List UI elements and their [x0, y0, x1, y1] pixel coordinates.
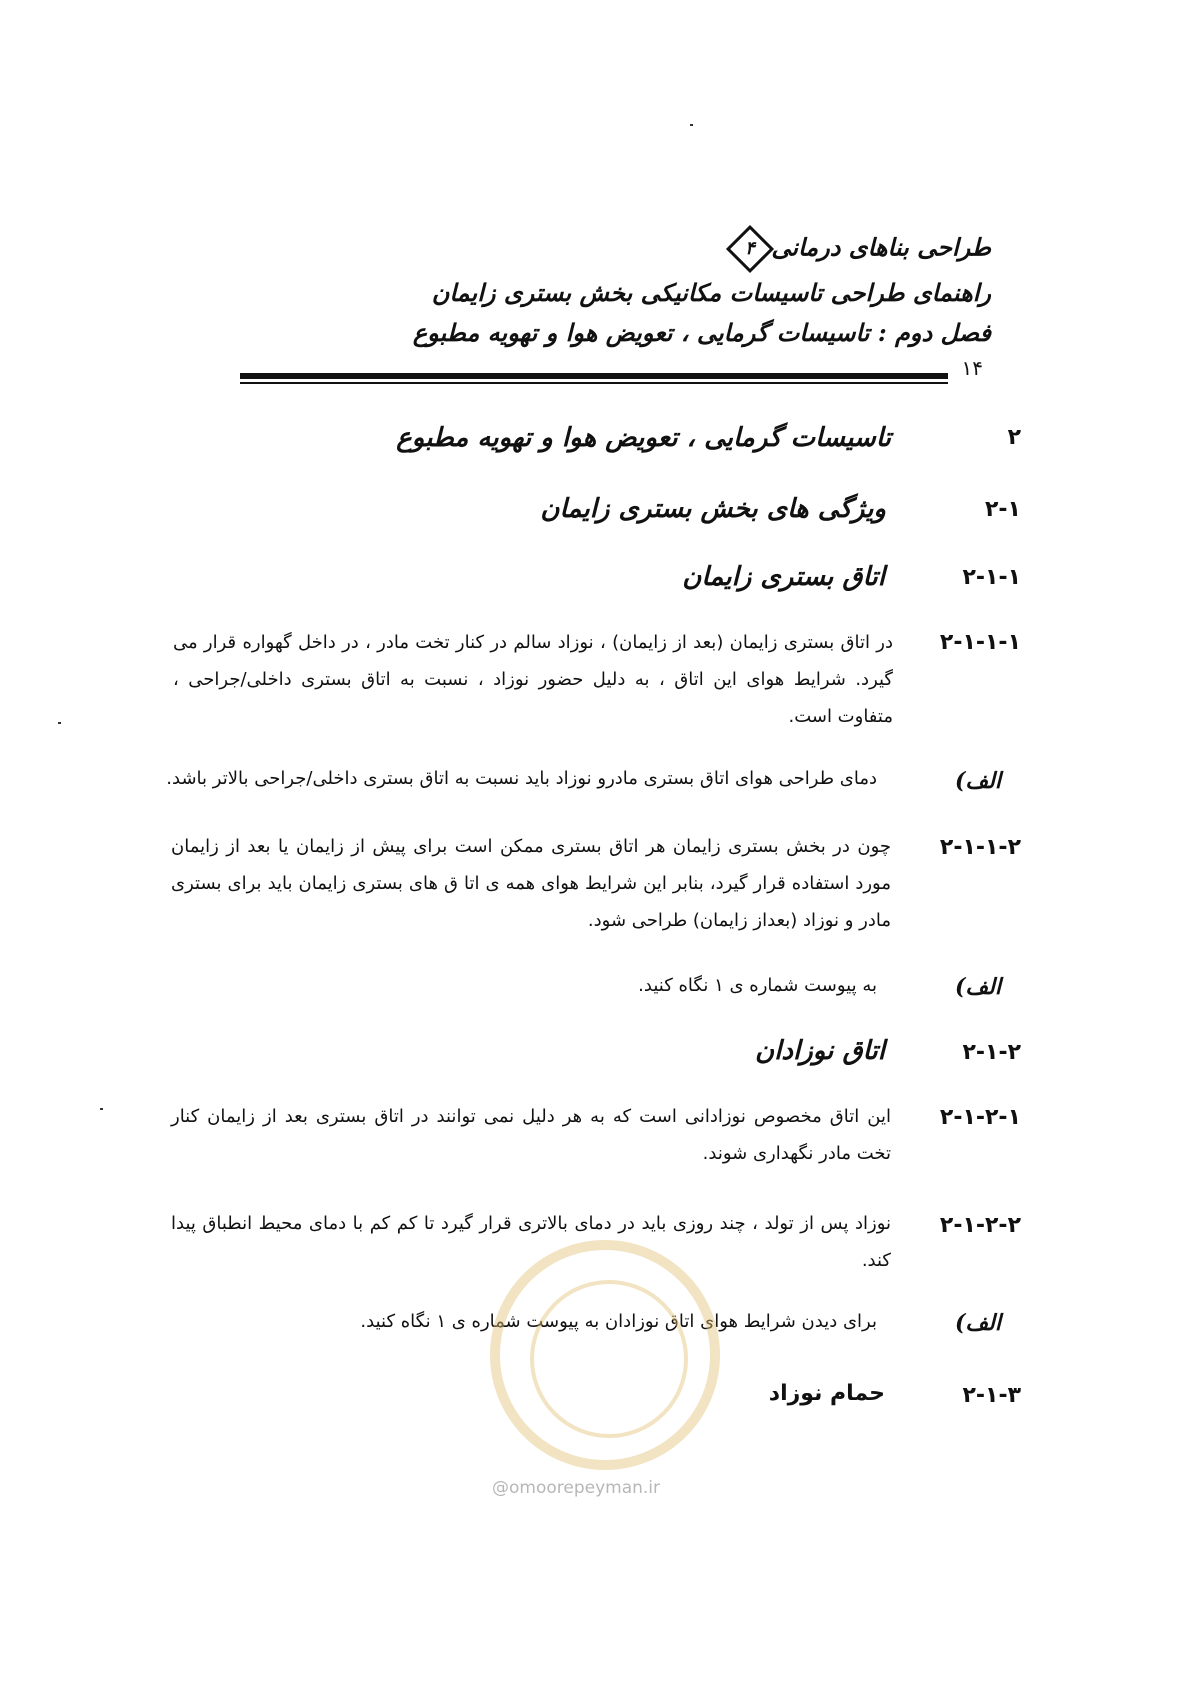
paragraph: این اتاق مخصوص نوزادانی است که به هر دلیل نمی توانند در اتاق بستری بعد از زایمان کنار تخت مادر نگهداری شوند. [171, 1106, 891, 1164]
series-badge-number: ۴ [745, 238, 756, 259]
section-number: ۲-۱-۲ [962, 1040, 1021, 1065]
section-heading: ویژگی های بخش بستری زایمان [540, 494, 886, 524]
section-number: ۲ [1007, 425, 1021, 450]
header-book-title [729, 232, 991, 266]
section-number: ۲-۱ [985, 497, 1021, 522]
section-number: ۲-۱-۱ [962, 565, 1021, 590]
page-number: ۱۴ [961, 356, 983, 380]
section-number: ۲-۱-۱-۱ [939, 630, 1021, 655]
header-rule-thick [240, 373, 948, 379]
item-label: الف) [955, 768, 1001, 794]
paragraph: چون در بخش بستری زایمان هر اتاق بستری ممکن است برای پیش از زایمان یا بعد از زایمان مورد استفاده قرار گیرد، بنابر این شرایط هوای همه ی اتا ق های بستری زایمان باید برای بستری مادر و نوزاد (بعداز زایمان) طراحی شود. [171, 836, 891, 931]
item-label: الف) [955, 974, 1001, 1000]
item-label: الف) [955, 1310, 1001, 1336]
watermark-text: @omoorepeyman.ir [492, 1478, 661, 1498]
item-text: دمای طراحی هوای اتاق بستری مادرو نوزاد باید نسبت به اتاق بستری داخلی/جراحی بالاتر باشد. [166, 768, 877, 789]
section-number: ۲-۱-۲-۱ [939, 1105, 1021, 1130]
paragraph: نوزاد پس از تولد ، چند روزی باید در دمای بالاتری قرار گیرد تا کم کم با دمای محیط انطباق پیدا کند. [171, 1213, 891, 1271]
watermark-seal-inner-ring [530, 1280, 688, 1438]
header-rule-thin [240, 382, 948, 384]
item-text: برای دیدن شرایط هوای اتاق نوزادان به پیوست شماره ی ۱ نگاه کنید. [360, 1311, 877, 1332]
section-number: ۲-۱-۱-۲ [939, 835, 1021, 860]
header-guide-title: راهنمای طراحی تاسیسات مکانیکی بخش بستری زایمان [431, 278, 991, 307]
header-line1: طراحی بناهای درمانی [771, 232, 991, 262]
paragraph: در اتاق بستری زایمان (بعد از زایمان) ، نوزاد سالم در کنار تخت مادر ، در داخل گهواره قرار می گیرد. شرایط هوای این اتاق ، به دلیل حضور نوزاد ، نسبت به اتاق بستری داخلی/جراحی ، متفاوت است. [173, 632, 893, 727]
section-heading: حمام نوزاد [768, 1381, 885, 1406]
section-heading: اتاق نوزادان [755, 1036, 885, 1066]
watermark-seal [490, 1240, 720, 1470]
item-text: به پیوست شماره ی ۱ نگاه کنید. [638, 975, 877, 996]
section-heading: اتاق بستری زایمان [682, 562, 885, 592]
header-chapter-title: فصل دوم : تاسیسات گرمایی ، تعویض هوا و تهویه مطبوع [412, 318, 991, 347]
section-heading: تاسیسات گرمایی ، تعویض هوا و تهویه مطبوع [396, 423, 891, 453]
section-number: ۲-۱-۲-۲ [939, 1213, 1021, 1238]
scan-speck [100, 1108, 103, 1110]
series-badge [726, 225, 774, 273]
scan-speck [58, 722, 61, 724]
scan-speck [690, 124, 693, 126]
section-number: ۲-۱-۳ [962, 1383, 1021, 1408]
